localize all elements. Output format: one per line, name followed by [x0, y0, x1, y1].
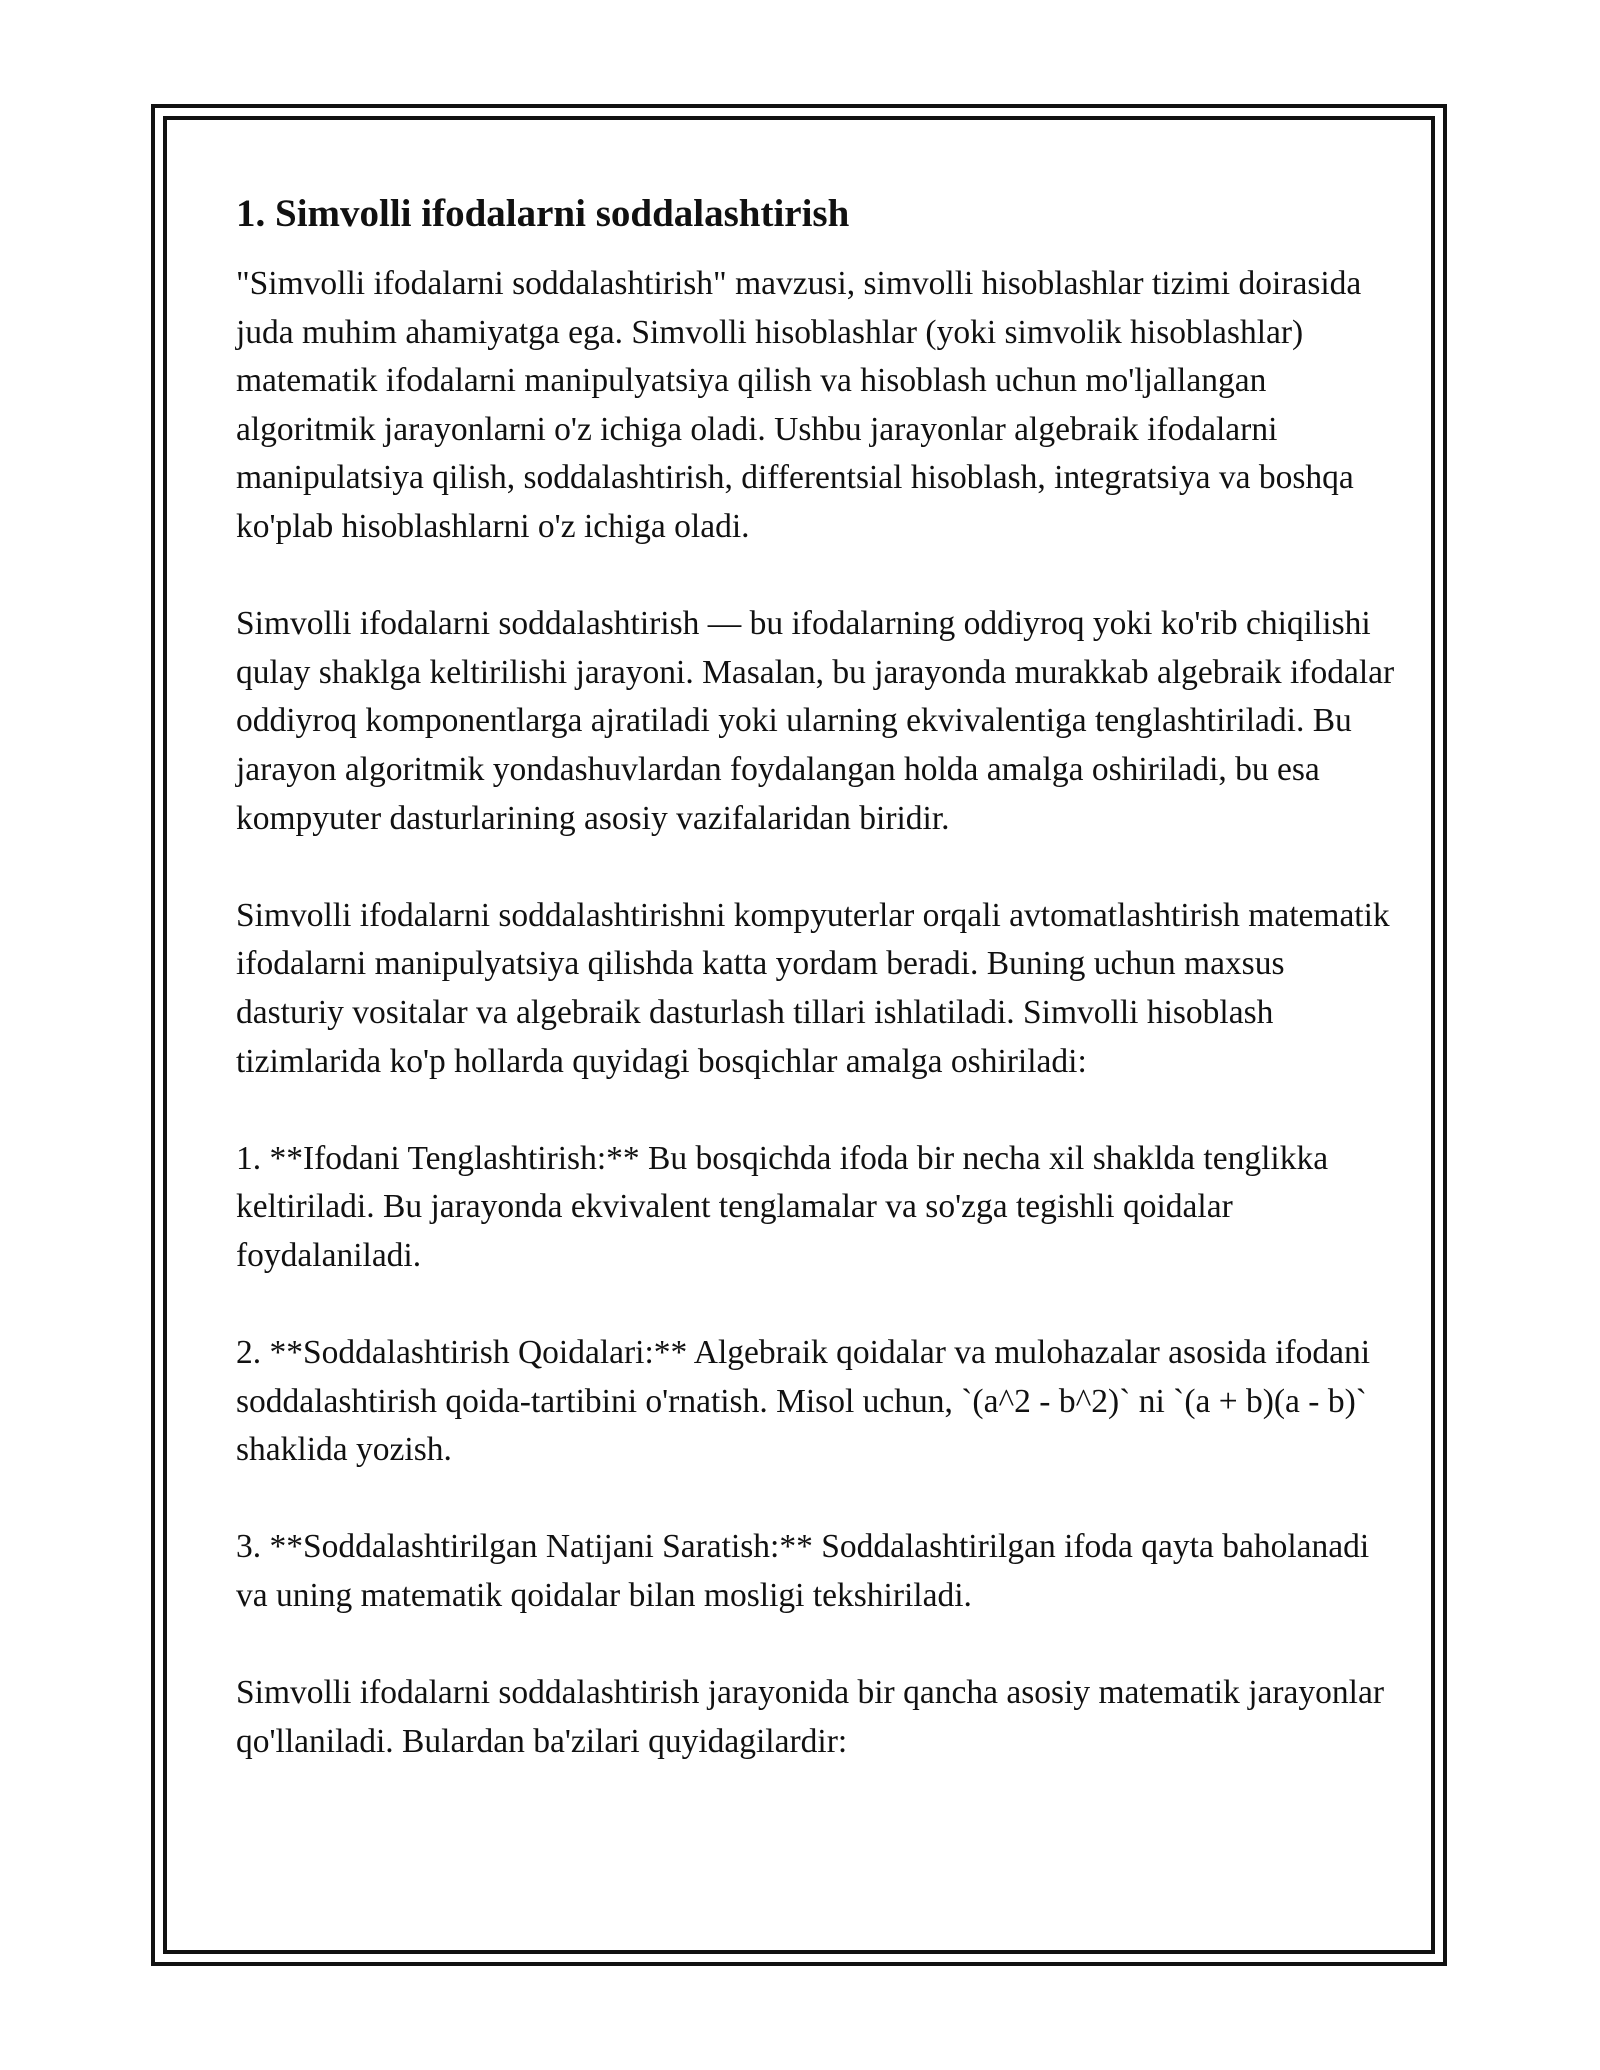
paragraph-definition: Simvolli ifodalarni soddalashtirish — bu ifodalarning oddiyroq yoki ko'rib chiqilishi qulay shaklga keltirilishi jarayoni. Masalan, bu jarayonda murakkab algebraik ifodalar oddiyroq komponentlarga ajratiladi yoki ularning ekvivalentiga tenglashtiriladi. Bu jarayon algoritmik yondashuvlardan foydalangan holda amalga oshiriladi, bu esa kompyuter dasturlarining asosiy vazifalaridan biridir.	[236, 605, 1395, 837]
list-item-step-1: 1. **Ifodani Tenglashtirish:** Bu bosqichda ifoda bir necha xil shaklda tenglikka keltiriladi. Bu jarayonda ekvivalent tenglamalar va so'zga tegishli qoidalar foydalaniladi.	[236, 1139, 1329, 1274]
paragraph-intro: "Simvolli ifodalarni soddalashtirish" mavzusi, simvolli hisoblashlar tizimi doirasida juda muhim ahamiyatga ega. Simvolli hisoblashlar (yoki simvolik hisoblashlar) matematik ifodalarni manipulyatsiya qilish va hisoblash uchun mo'ljallangan algoritmik jarayonlarni o'z ichiga oladi. Ushbu jarayonlar algebraik ifodalarni manipulatsiya qilish, soddalashtirish, differentsial hisoblash, integratsiya va boshqa ko'plab hisoblashlarni o'z ichiga oladi.	[236, 265, 1362, 545]
section-heading: 1. Simvolli ifodalarni soddalashtirish	[236, 192, 850, 235]
document-body	[236, 190, 1396, 1815]
paragraph-automation: Simvolli ifodalarni soddalashtirishni kompyuterlar orqali avtomatlashtirish matematik ifodalarni manipulyatsiya qilishda katta yordam beradi. Buning uchun maxsus dasturiy vositalar va algebraik dasturlash tillari ishlatiladi. Simvolli hisoblash tizimlarida ko'p hollarda quyidagi bosqichlar amalga oshiriladi:	[236, 896, 1390, 1080]
list-item-step-2: 2. **Soddalashtirish Qoidalari:** Algebraik qoidalar va mulohazalar asosida ifodani soddalashtirish qoida-tartibini o'rnatish. Misol uchun, `(a^2 - b^2)` ni `(a + b)(a - b)` shaklida yozish.	[236, 1334, 1371, 1469]
list-item-step-3: 3. **Soddalashtirilgan Natijani Saratish:** Soddalashtirilgan ifoda qayta baholanadi va uning matematik qoidalar bilan mosligi tekshiriladi.	[236, 1528, 1370, 1615]
paragraph-closing: Simvolli ifodalarni soddalashtirish jarayonida bir qancha asosiy matematik jarayonlar qo'llaniladi. Bulardan ba'zilari quyidagilardir:	[236, 1674, 1384, 1760]
